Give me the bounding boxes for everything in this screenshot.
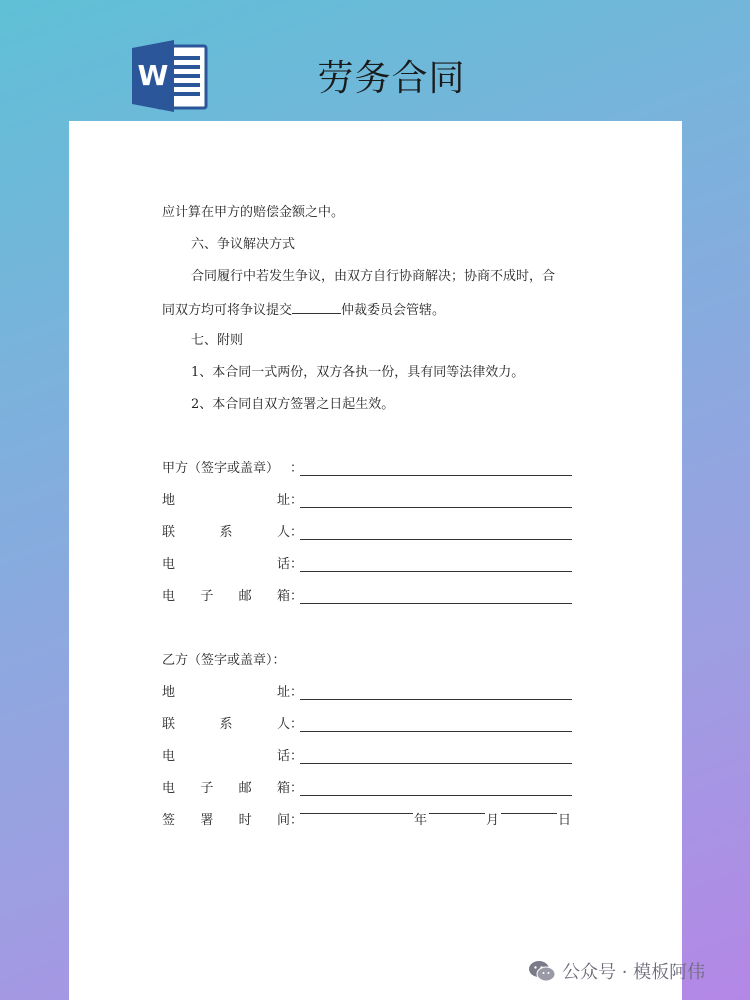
section-heading: 六、争议解决方式: [191, 237, 296, 252]
party-b-address-blank[interactable]: [300, 699, 572, 700]
colon: ：: [290, 589, 304, 604]
sign-year-blank[interactable]: [300, 813, 413, 814]
day-label: 日: [558, 813, 572, 828]
section-heading: 七、附则: [191, 333, 244, 348]
colon: ：: [290, 749, 304, 764]
word-icon-letter: W: [137, 59, 169, 92]
colon: ：: [290, 525, 304, 540]
party-b-contact-label: 联系人: [162, 717, 290, 732]
party-b-phone-blank[interactable]: [300, 763, 572, 764]
watermark-text: 公众号 · 模板阿伟: [562, 962, 706, 983]
colon: ：: [290, 717, 304, 732]
arbitration-blank[interactable]: [292, 301, 341, 314]
party-a-phone-label: 电话: [162, 557, 290, 572]
colon: ：: [290, 557, 304, 572]
page-title: 劳务合同: [317, 58, 466, 99]
party-a-phone-blank[interactable]: [300, 571, 572, 572]
colon: ：: [290, 813, 304, 828]
clause-text: 1、本合同一式两份，双方各执一份，具有同等法律效力。: [191, 365, 525, 380]
sign-time-label: 签署时间: [162, 813, 290, 828]
party-b-contact-blank[interactable]: [300, 731, 572, 732]
party-a-address-blank[interactable]: [300, 507, 572, 508]
sign-day-blank[interactable]: [501, 813, 557, 814]
party-a-heading: 甲方（签字或盖章）: [162, 461, 280, 476]
party-b-phone-label: 电话: [162, 749, 290, 764]
clause-text: 合同履行中若发生争议，由双方自行协商解决；协商不成时，合: [191, 269, 556, 284]
party-b-email-label: 电子邮箱: [162, 781, 290, 796]
party-b-address-label: 地址: [162, 685, 290, 700]
colon: ：: [290, 493, 304, 508]
party-b-heading: 乙方（签字或盖章）：: [162, 653, 286, 668]
party-b-email-blank[interactable]: [300, 795, 572, 796]
colon: ：: [290, 461, 304, 476]
clause-text: 2、本合同自双方签署之日起生效。: [191, 397, 395, 412]
party-a-contact-blank[interactable]: [300, 539, 572, 540]
party-a-signature-blank[interactable]: [300, 475, 572, 476]
month-label: 月: [486, 813, 500, 828]
clause-text: 应计算在甲方的赔偿金额之中。: [162, 205, 345, 220]
sign-month-blank[interactable]: [429, 813, 485, 814]
clause-text: [162, 301, 445, 319]
document-page: [69, 121, 682, 1000]
party-a-contact-label: 联系人: [162, 525, 290, 540]
year-label: 年: [414, 813, 428, 828]
clause-text-part: 仲裁委员会管辖。: [341, 303, 446, 318]
clause-text-part: 同双方均可将争议提交: [162, 303, 293, 318]
party-a-email-label: 电子邮箱: [162, 589, 290, 604]
colon: ：: [290, 685, 304, 700]
party-a-address-label: 地址: [162, 493, 290, 508]
party-a-email-blank[interactable]: [300, 603, 572, 604]
wechat-icon: [528, 960, 556, 982]
colon: ：: [290, 781, 304, 796]
